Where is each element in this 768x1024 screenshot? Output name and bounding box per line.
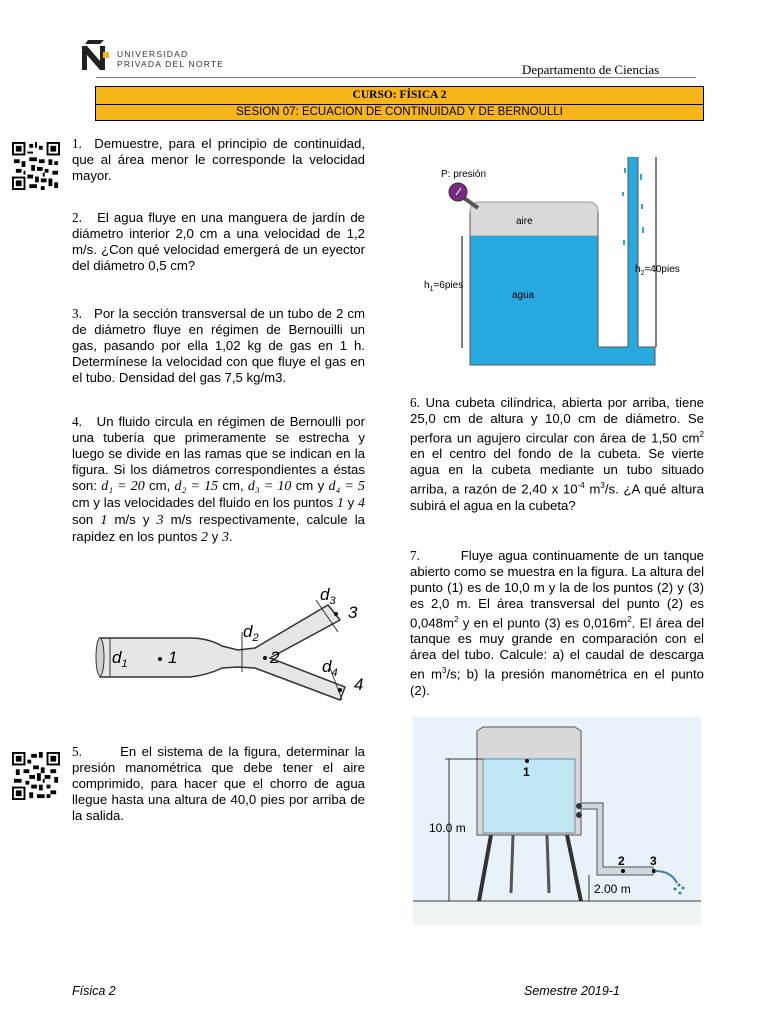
h1-label: $h_1=6pies$	[424, 280, 464, 293]
problem-text: /s. ¿A qué altura subirá el agua en la cubeta?	[410, 481, 704, 513]
velocity-value: 1	[100, 513, 108, 528]
logo-line2: PRIVADA DEL NORTE	[117, 59, 225, 69]
department-label: Departamento de Ciencias	[522, 62, 660, 77]
problem-text: y	[343, 495, 358, 510]
problem-text: El agua fluye en una manguera de jardín de diámetro interior 2,0 cm a una velocidad de 1,2 m/s. ¿Con qué velocidad emergerá de un eyector del diámetro 0,5 cm?	[72, 210, 366, 273]
point-ref: 2	[201, 530, 209, 545]
h2-label: $h_2=40pies$	[635, 264, 680, 277]
superscript: -4	[577, 481, 585, 491]
open-tank-figure	[413, 717, 701, 925]
velocity-value: 3	[156, 513, 164, 528]
point-ref: 4	[358, 496, 365, 511]
problem-6	[410, 395, 704, 514]
problem-text: son	[72, 512, 101, 527]
d3-value: d₃ = 10	[247, 479, 292, 494]
problem-text: .	[228, 529, 233, 544]
problem-number: 6.	[410, 395, 420, 410]
point-marker	[338, 688, 342, 692]
point-ref: 3	[221, 530, 229, 545]
problem-text: Una cubeta cilíndrica, abierta por arriba, tiene 25,0 cm de altura y 10,0 cm de diámetro. Se perfora un agujero circular con área de 1,50 cm	[410, 395, 704, 446]
problem-number: 1.	[72, 136, 82, 151]
problem-3	[72, 306, 365, 386]
point-1-label: 1	[523, 765, 530, 779]
session-banner: SESION 07: ECUACION DE CONTINUIDAD Y DE BERNOULLI	[95, 104, 704, 121]
d2-value: d₂ = 15	[174, 479, 219, 494]
d4-value: d₄ = 5	[328, 479, 365, 494]
point-3-label: 3	[650, 854, 657, 868]
point-marker	[158, 657, 162, 661]
air-label: aire	[516, 216, 533, 227]
problem-text: . El área del tanque es muy grande en comparación con el área del tubo. Calcule: a) el caudal de descarga en m	[410, 615, 704, 682]
problem-text: /s; b) la presión manométrica en el punto (2).	[410, 666, 704, 698]
qr-code-icon	[12, 142, 60, 190]
point-marker	[525, 759, 529, 763]
problem-text: cm y	[291, 478, 329, 493]
footer-course: Física 2	[72, 984, 116, 998]
problem-text: en el centro del fondo de la cubeta. Se vierte agua en la cubeta mediante un tubo situado arriba, a razón de 2,40 x 10	[410, 446, 704, 497]
d1-value: d₁ = 20	[101, 479, 145, 494]
problem-2	[72, 210, 365, 274]
point-marker	[621, 869, 625, 873]
problem-text: cm y las velocidades del fluido en los puntos	[72, 495, 337, 510]
qr-code-icon	[12, 752, 60, 800]
problem-number: 3.	[72, 306, 82, 321]
header-divider	[96, 77, 696, 78]
problem-text: Por la sección transversal de un tubo de 2 cm de diámetro fluye en régimen de Bernouilli un gas, pasando por ella 1,02 kg de gas en 1 h. Determínese la velocidad con que fluye el gas en el tubo. Densidad del gas 7,5 kg/m3.	[72, 306, 365, 385]
superscript: 3	[600, 481, 605, 491]
problem-text: y en el punto (3) es 0,016m	[458, 615, 628, 631]
height-2m-label: 2.00 m	[594, 882, 631, 896]
label-d4: $d_4$	[322, 657, 338, 679]
pressurized-tank-figure	[424, 152, 690, 370]
point-marker	[334, 612, 338, 616]
label-point-2: 2	[270, 648, 280, 667]
label-d1: $d_1$	[112, 648, 128, 670]
point-ref: 1	[336, 496, 344, 511]
branching-pipe-figure	[90, 580, 380, 710]
problem-text: cm,	[144, 478, 175, 493]
superscript: 2	[627, 615, 632, 624]
footer-semester: Semestre 2019-1	[524, 984, 620, 998]
water-label: agua	[512, 290, 535, 301]
problem-text: En el sistema de la figura, determinar la presión manométrica que debe tener el aire comprimido, para hacer que el chorro de agua llegue hasta una altura de 40,0 pies por arriba de la salida.	[72, 744, 365, 823]
problem-text: cm,	[218, 478, 248, 493]
point-2-label: 2	[618, 854, 625, 868]
problem-number: 5.	[72, 744, 82, 759]
problem-text: m	[589, 481, 601, 497]
problem-number: 7.	[410, 548, 420, 563]
point-marker	[263, 656, 267, 660]
problem-text: Fluye agua continuamente de un tanque abierto como se muestra en la figura. La altura del punto (1) es de 10,0 m y la de los puntos (2) y (3) es 2,0 m. El área transversal del punto (2) es 0,048m	[410, 548, 704, 631]
problem-text: m/s respectivamente, calcule la rapidez en los puntos	[72, 512, 365, 544]
problem-4	[72, 414, 365, 546]
label-d3: $d_3$	[320, 585, 336, 607]
superscript: 3	[441, 666, 447, 676]
label-d2: $d_2$	[243, 622, 259, 644]
superscript: 2	[699, 430, 704, 439]
problem-text: Un fluido circula en régimen de Bernoulli por una tubería que primeramente se estrecha y luego se divide en las ramas que se indican en la figura. Si los diámetros correspondientes a éstas son:	[72, 414, 365, 493]
label-point-1: 1	[168, 648, 178, 667]
problem-7	[410, 548, 704, 699]
height-10m-label: 10.0 m	[429, 821, 466, 835]
problem-number: 2.	[72, 210, 82, 225]
problem-text: y	[208, 529, 222, 544]
problem-text: Demuestre, para el principio de continuidad, que al área menor le corresponde la velocidad mayor.	[72, 136, 366, 183]
problem-1	[72, 136, 365, 184]
logo-line1: UNIVERSIDAD	[117, 49, 189, 59]
problem-number: 4.	[72, 414, 82, 429]
superscript: 2	[454, 615, 459, 624]
problem-text: m/s y	[107, 512, 157, 527]
problem-5	[72, 744, 365, 824]
course-banner: CURSO: FÍSICA 2	[95, 86, 704, 105]
label-point-3: 3	[348, 603, 358, 622]
label-point-4: 4	[354, 675, 364, 694]
university-logo-icon	[76, 38, 112, 74]
pressure-label: P: presión	[441, 169, 487, 180]
logo-text	[117, 49, 224, 69]
